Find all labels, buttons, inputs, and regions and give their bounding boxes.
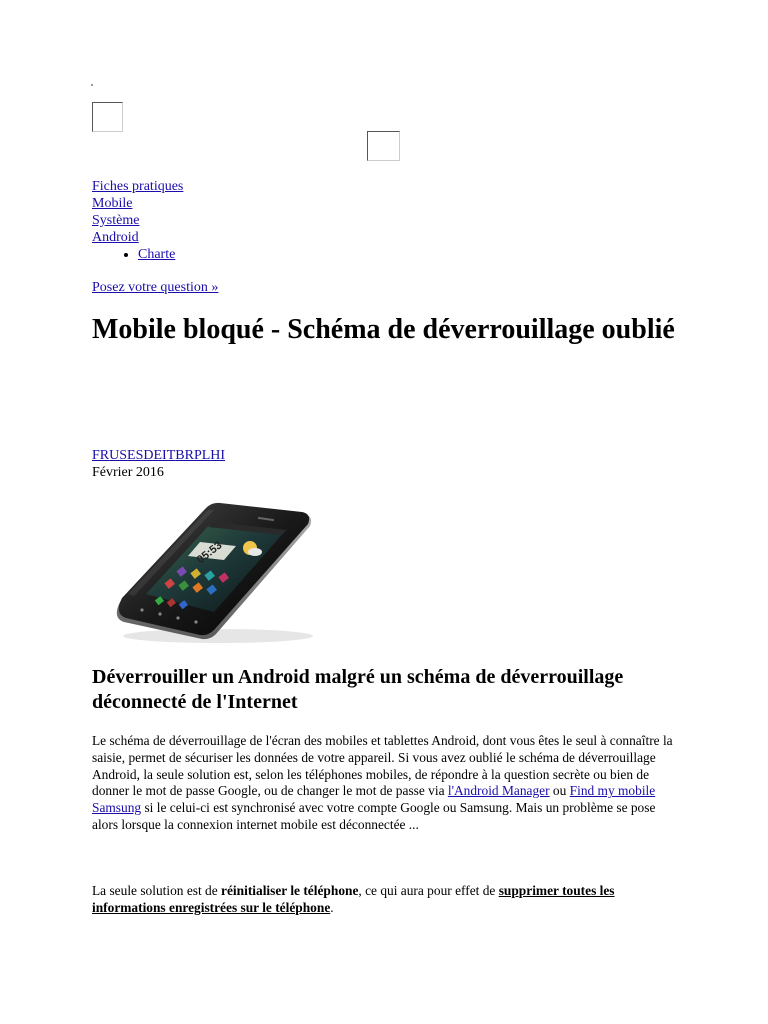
delete-data-link[interactable]: supprimer toutes les informations enregistrées sur le téléphone: [92, 883, 615, 915]
breadcrumb-item-mobile[interactable]: Mobile: [92, 196, 133, 211]
phone-image: [108, 494, 318, 646]
article-subtitle: Déverrouiller un Android malgré un schéma de déverrouillage déconnecté de l'Internet: [92, 666, 624, 713]
lang-link-br[interactable]: BR: [175, 448, 194, 463]
paragraph-text: Le schéma de déverrouillage de l'écran des mobiles et tablettes Android, dont vous êtes le seul à connaître la saisie, permet de sécuriser les données de votre appareil. Si vous avez oublié le schéma de déverrouillage Android, la seule solution est, selon les téléphones mobiles, de répondre à la question secrète ou bien de donner le mot de passe Google, ou de changer le mot de passe via: [92, 733, 673, 799]
broken-image-banner[interactable]: [367, 131, 400, 161]
paragraph-text: si le celui-ci est synchronisé avec votre compte Google ou Samsung. Mais un problème se pose alors lorsque la connexion internet mobile est déconnectée ...: [92, 800, 656, 832]
lang-link-de[interactable]: DE: [143, 448, 163, 463]
ask-question-link[interactable]: Posez votre question »: [92, 280, 219, 295]
breadcrumb-item-android[interactable]: Android: [92, 230, 139, 245]
language-selector: [92, 447, 225, 464]
placeholder-mark: [91, 84, 93, 86]
publish-date: Février 2016: [92, 465, 164, 480]
lang-link-it[interactable]: IT: [162, 448, 176, 463]
lang-link-fr[interactable]: FR: [92, 448, 110, 463]
breadcrumb: [92, 178, 183, 263]
breadcrumb-item-systeme[interactable]: Système: [92, 213, 140, 228]
smartphone-illustration: [108, 494, 318, 646]
list-item: [138, 246, 183, 263]
lang-link-us[interactable]: US: [109, 448, 128, 463]
charte-link[interactable]: • Charte: [138, 247, 176, 262]
android-manager-link[interactable]: l'Android Manager: [447, 783, 550, 799]
reset-phone-emphasis: réinitialiser le téléphone: [221, 883, 359, 898]
paragraph-text: ou: [549, 783, 570, 799]
paragraph-text: La seule solution est de: [92, 883, 222, 898]
page-title: Mobile bloqué - Schéma de déverrouillage oublié: [92, 314, 675, 345]
lang-link-hi[interactable]: HI: [210, 448, 226, 463]
phone-clock-text: 05:53: [194, 539, 225, 567]
paragraph-text: .: [330, 899, 334, 915]
breadcrumb-item-fiches-pratiques[interactable]: Fiches pratiques: [92, 179, 184, 194]
breadcrumb-sublist: [92, 246, 183, 263]
article-paragraph-1: [92, 733, 684, 834]
broken-image-logo[interactable]: [92, 102, 123, 132]
lang-link-es[interactable]: ES: [127, 448, 144, 463]
paragraph-text: , ce qui aura pour effet de: [358, 883, 499, 898]
article-paragraph-2: [92, 883, 684, 917]
lang-link-pl[interactable]: PL: [193, 448, 211, 463]
find-my-mobile-link[interactable]: Find my mobile Samsung: [92, 783, 656, 816]
